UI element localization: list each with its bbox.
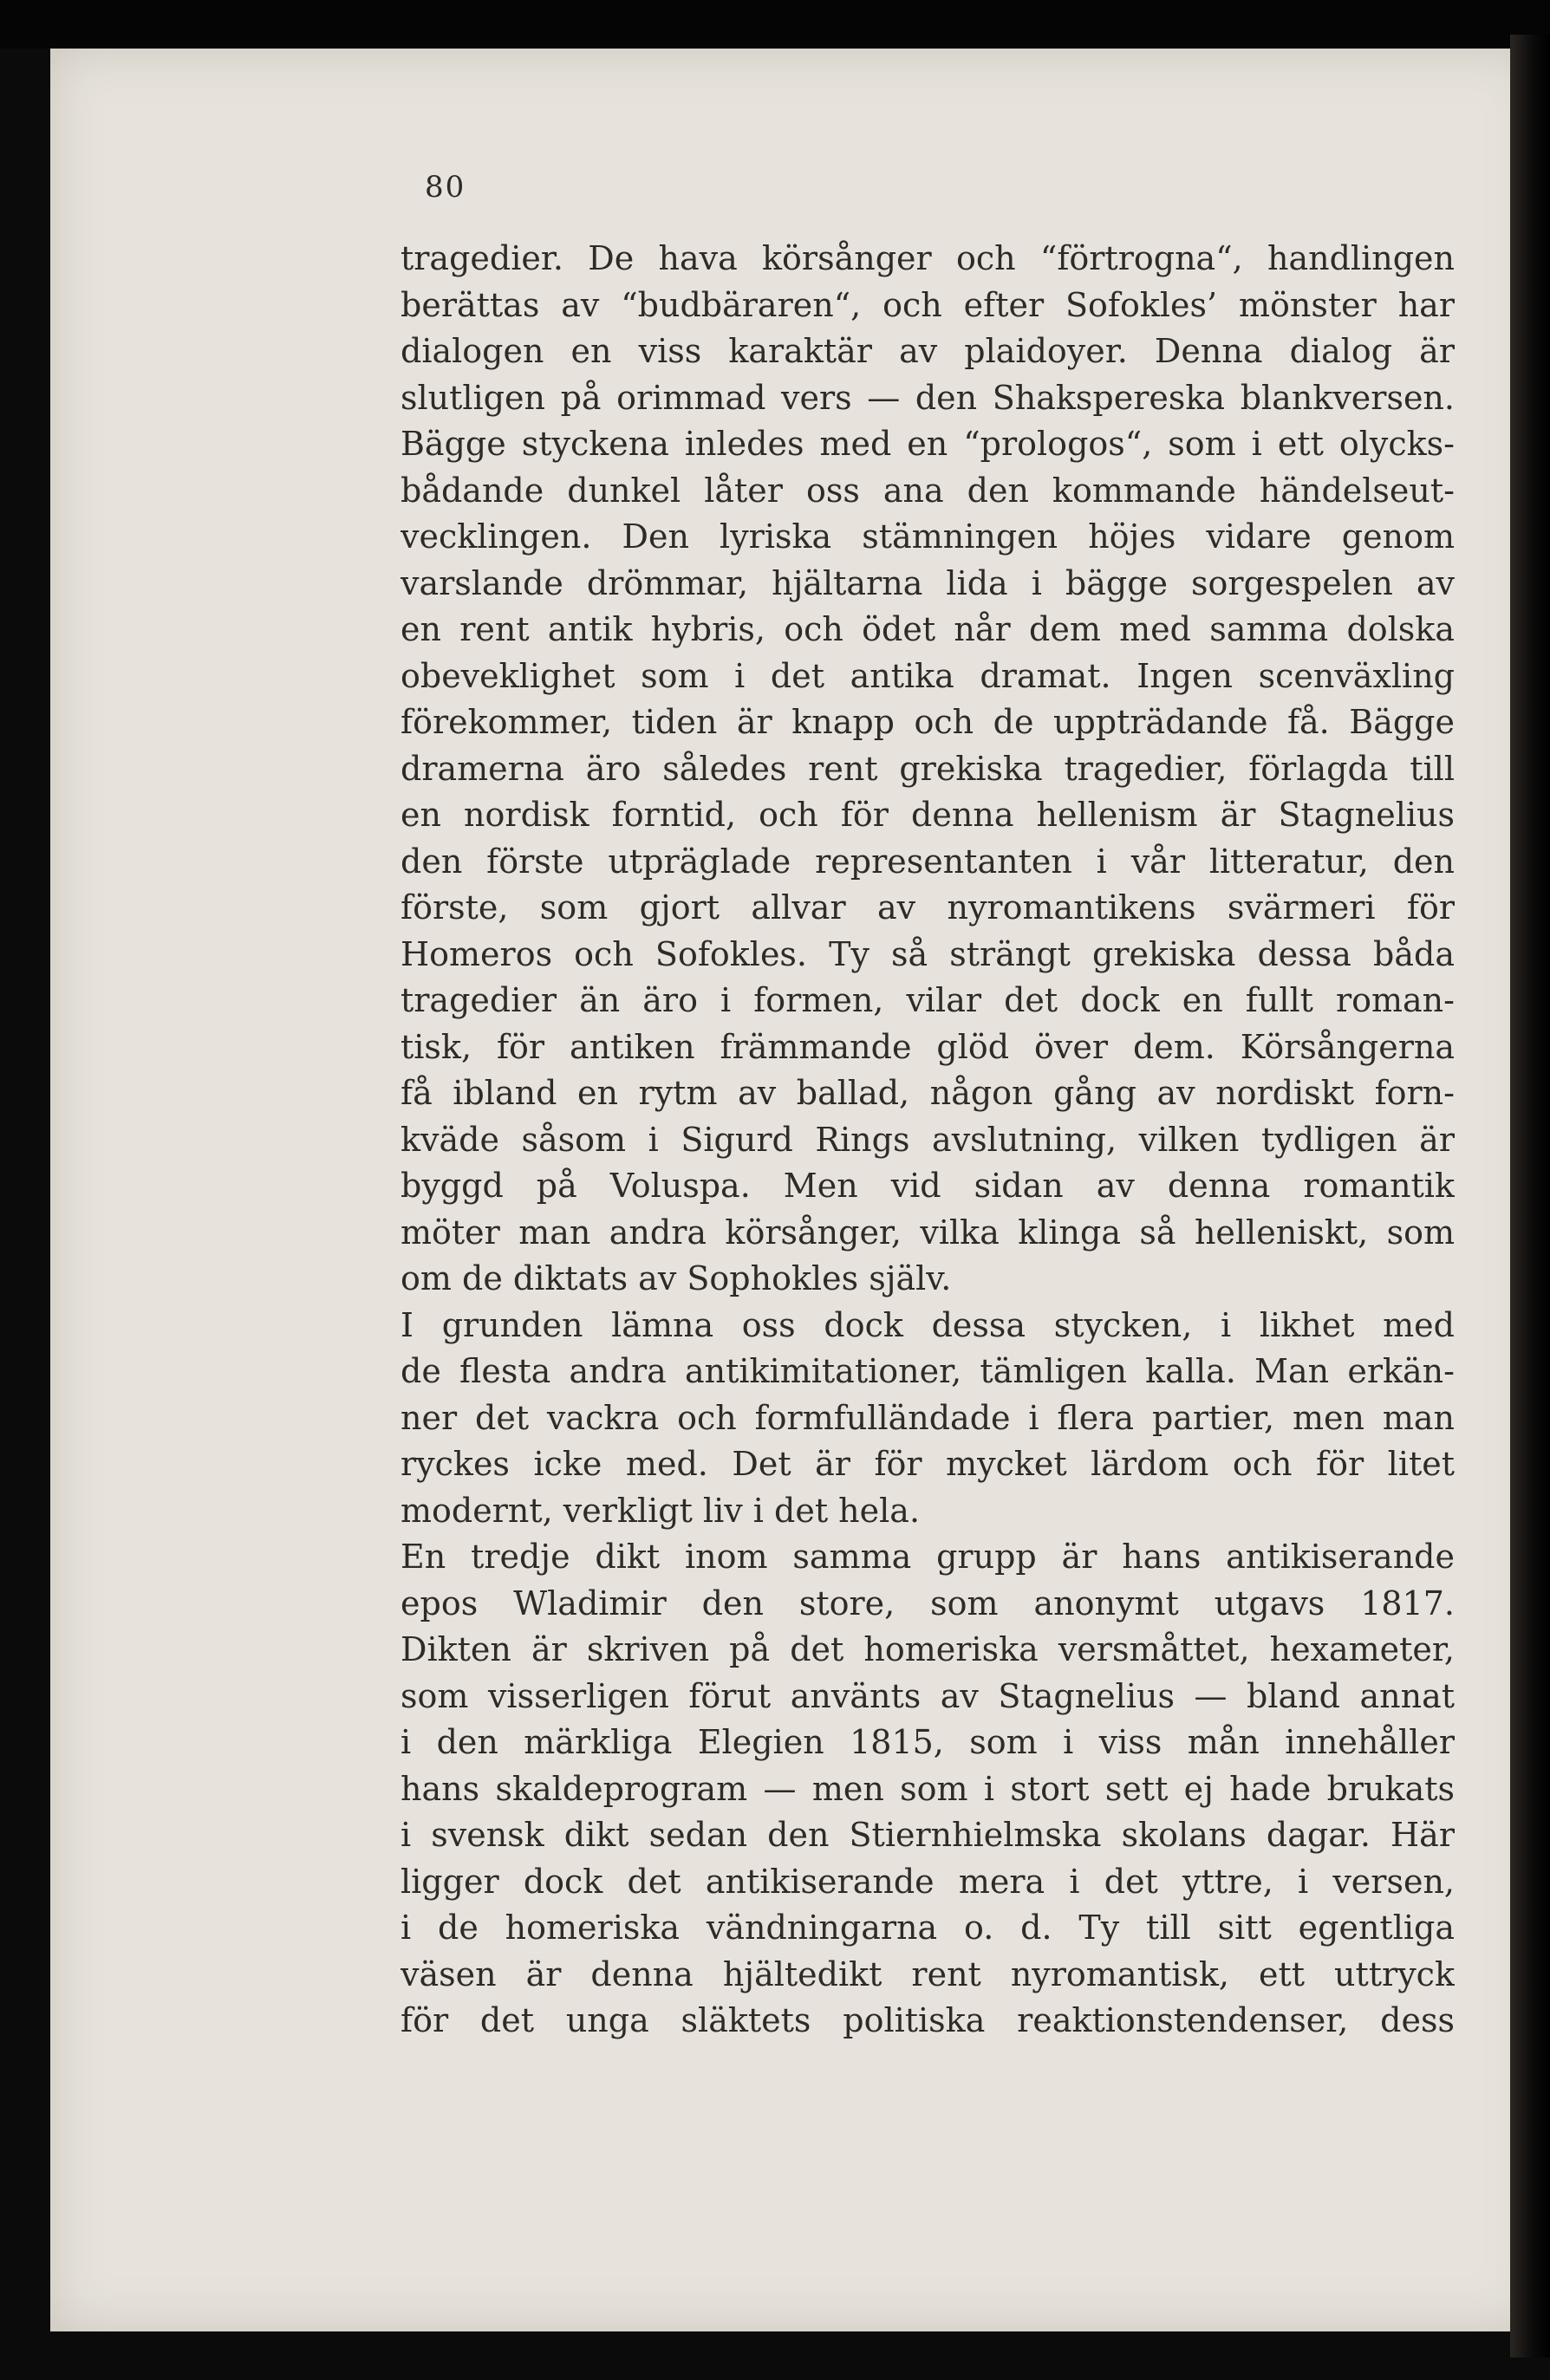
text-line: tisk, för antiken främmande glöd över dem. Körsångerna	[401, 1027, 1455, 1066]
text-line: få ibland en rytm av ballad, någon gång av nordiskt forn-	[401, 1074, 1455, 1112]
text-line: förste, som gjort allvar av nyromantikens svärmeri för	[401, 888, 1455, 927]
text-line: ner det vackra och formfulländade i flera partier, men man	[401, 1398, 1455, 1437]
text-line: tragedier. De hava körsånger och “förtrogna“, handlingen	[401, 239, 1455, 277]
text-line: i den märkliga Elegien 1815, som i viss mån innehåller	[401, 1723, 1455, 1761]
scan-top-border	[0, 0, 1550, 49]
text-line: modernt, verkligt liv i det hela.	[401, 1491, 921, 1530]
book-spine-edge	[1510, 35, 1550, 2357]
text-line: om de diktats av Sophokles själv.	[401, 1259, 952, 1297]
text-line: bådande dunkel låter oss ana den kommande händelseut-	[401, 471, 1455, 510]
text-line: Bägge styckena inledes med en “prologos“, som i ett olycks-	[401, 425, 1455, 463]
page-number: 80	[425, 170, 466, 205]
body-text	[401, 236, 1455, 2045]
text-line: ligger dock det antikiserande mera i det yttre, i versen,	[401, 1862, 1455, 1901]
text-line: kväde såsom i Sigurd Rings avslutning, vilken tydligen är	[401, 1120, 1455, 1159]
text-line: en rent antik hybris, och ödet når dem med samma dolska	[401, 610, 1455, 648]
text-line: I grunden lämna oss dock dessa stycken, i likhet med	[401, 1305, 1455, 1344]
text-line: epos Wladimir den store, som anonymt utgavs 1817.	[401, 1583, 1455, 1622]
text-line: obeveklighet som i det antika dramat. Ingen scenväxling	[401, 656, 1455, 695]
text-line: slutligen på orimmad vers — den Shakspereska blankversen.	[401, 378, 1455, 417]
text-line: En tredje dikt inom samma grupp är hans antikiserande	[401, 1538, 1455, 1576]
text-line: den förste utpräglade representanten i vår litteratur, den	[401, 842, 1455, 881]
text-line: möter man andra körsånger, vilka klinga så helleniskt, som	[401, 1213, 1455, 1252]
text-line: väsen är denna hjältedikt rent nyromantisk, ett uttryck	[401, 1954, 1455, 1993]
text-line: förekommer, tiden är knapp och de uppträdande få. Bägge	[401, 703, 1455, 741]
text-line: som visserligen förut använts av Stagnelius — bland annat	[401, 1676, 1455, 1715]
text-line: vecklingen. Den lyriska stämningen höjes vidare genom	[401, 517, 1455, 556]
text-line: ryckes icke med. Det är för mycket lärdom och för litet	[401, 1445, 1455, 1483]
text-line: dramerna äro således rent grekiska tragedier, förlagda till	[401, 749, 1455, 788]
text-line: i svensk dikt sedan den Stiernhielmska skolans dagar. Här	[401, 1816, 1455, 1854]
text-line: tragedier än äro i formen, vilar det dock en fullt roman-	[401, 981, 1455, 1019]
text-line: i de homeriska vändningarna o. d. Ty till sitt egentliga	[401, 1909, 1455, 1947]
text-line: Homeros och Sofokles. Ty så strängt grekiska dessa båda	[401, 934, 1455, 973]
text-line: för det unga släktets politiska reaktionstendenser, dess	[401, 2001, 1455, 2039]
text-line: hans skaldeprogram — men som i stort sett ej hade brukats	[401, 1769, 1455, 1808]
text-line: de flesta andra antikimitationer, tämligen kalla. Man erkän-	[401, 1352, 1455, 1390]
text-line: Dikten är skriven på det homeriska versmåttet, hexameter,	[401, 1630, 1455, 1668]
text-line: berättas av “budbäraren“, och efter Sofokles’ mönster har	[401, 285, 1455, 324]
text-line: varslande drömmar, hjältarna lida i bägge sorgespelen av	[401, 563, 1455, 602]
text-line: byggd på Voluspa. Men vid sidan av denna romantik	[401, 1167, 1455, 1205]
text-line: dialogen en viss karaktär av plaidoyer. Denna dialog är	[401, 332, 1455, 370]
text-line: en nordisk forntid, och för denna hellenism är Stagnelius	[401, 796, 1455, 834]
